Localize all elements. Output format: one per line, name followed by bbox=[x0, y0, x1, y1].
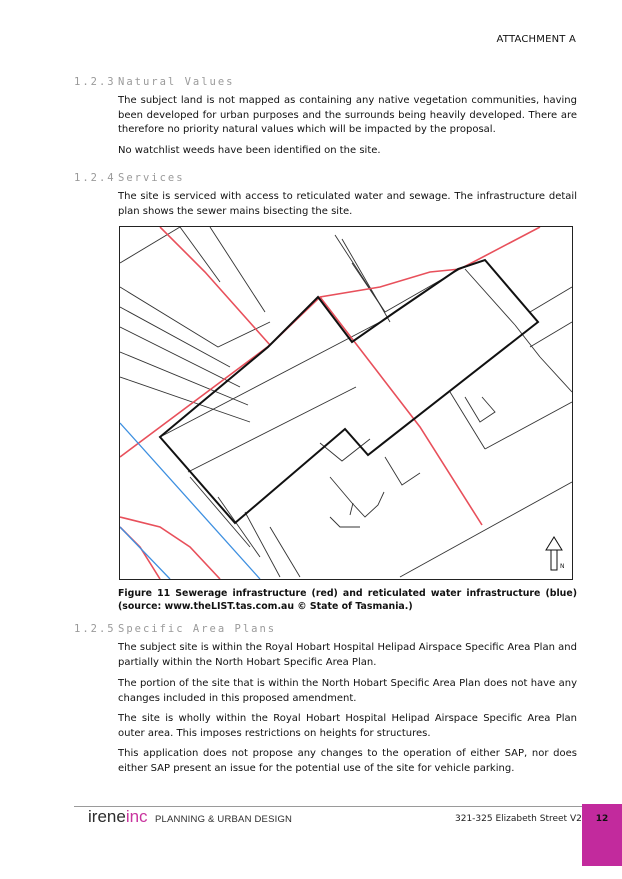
logo-tagline: PLANNING & URBAN DESIGN bbox=[155, 814, 293, 825]
infrastructure-map bbox=[119, 226, 573, 580]
natural-values-paragraph-1: The subject land is not mapped as containing any native vegetation communities, having been developed for urban purposes and the surrounds being heavily developed. There are therefore no priority natural values which will be impacted by the proposal. bbox=[118, 95, 577, 136]
section-heading-natural-values bbox=[74, 76, 235, 88]
logo-wordmark-accent: inc bbox=[125, 807, 148, 826]
subject-site-boundary bbox=[160, 260, 538, 523]
specific-area-plans-paragraph-1: The subject site is within the Royal Hobart Hospital Helipad Airspace Specific Area Plan and partially within the North Hobart Specific Area Plan. bbox=[118, 642, 577, 668]
logo-wordmark: irene bbox=[88, 807, 126, 826]
specific-area-plans-paragraph-4: This application does not propose any changes to the operation of either SAP, nor does either SAP present an issue for the potential use of the site for vehicle parking. bbox=[118, 748, 577, 774]
company-logo bbox=[88, 807, 292, 827]
specific-area-plans-paragraph-3: The site is wholly within the Royal Hobart Hospital Helipad Airspace Specific Area Plan outer area. This imposes restrictions on heights for structures. bbox=[118, 713, 577, 739]
section-heading-specific-area-plans bbox=[74, 623, 276, 635]
section-title: Services bbox=[118, 172, 185, 184]
section-number: 1.2.4 bbox=[74, 172, 116, 184]
section-number: 1.2.3 bbox=[74, 76, 116, 88]
page-number: 12 bbox=[595, 814, 609, 824]
section-number: 1.2.5 bbox=[74, 623, 116, 635]
section-title: Specific Area Plans bbox=[118, 623, 277, 635]
services-paragraph-1: The site is serviced with access to reticulated water and sewage. The infrastructure detail plan shows the sewer mains bisecting the site. bbox=[118, 191, 577, 217]
document-reference: 321-325 Elizabeth Street V2 bbox=[455, 814, 582, 824]
specific-area-plans-paragraph-2: The portion of the site that is within the North Hobart Specific Area Plan does not have any changes included in this proposed amendment. bbox=[118, 678, 577, 704]
sewer-lines bbox=[120, 227, 540, 579]
figure-caption: Figure 11 Sewerage infrastructure (red) and reticulated water infrastructure (blue) (source: www.theLIST.tas.com.au © State of Tasmania.) bbox=[118, 588, 577, 612]
cadastre-lines bbox=[120, 227, 572, 577]
attachment-label: ATTACHMENT A bbox=[496, 34, 576, 45]
map-drawing bbox=[120, 227, 572, 579]
north-label: N bbox=[560, 563, 565, 570]
page-number-box bbox=[582, 804, 622, 866]
section-heading-services bbox=[74, 172, 185, 184]
section-title: Natural Values bbox=[118, 76, 235, 88]
natural-values-paragraph-2: No watchlist weeds have been identified on the site. bbox=[118, 145, 381, 156]
